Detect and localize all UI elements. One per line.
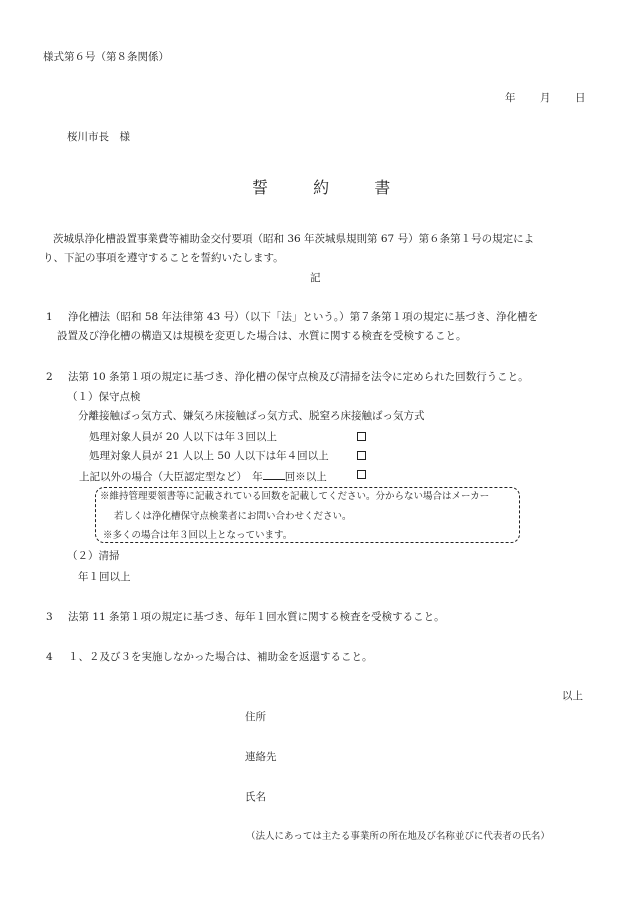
address-label: 住所 (245, 711, 266, 723)
closing-ijou: 以上 (562, 690, 583, 702)
item-1-line-1: 浄化槽法（昭和 58 年法律第 43 号）（以下「法」という。）第７条第１項の規定に基づき、浄化槽を (68, 311, 539, 323)
option-2-text: 処理対象人員が 21 人以上 50 人以下は年４回以上 (89, 450, 329, 462)
times-blank[interactable] (263, 470, 285, 480)
date-day-label: 日 (575, 92, 586, 104)
item-2-methods: 分離接触ばっ気方式、嫌気ろ床接触ばっ気方式、脱窒ろ床接触ばっ気方式 (78, 410, 425, 422)
item-3-number: 3 (46, 611, 53, 623)
note-line-1: ※維持管理要領書等に記載されている回数を記載してください。分からない場合はメーカー (100, 491, 490, 502)
option-3-prefix: 上記以外の場合（大臣認定型など） 年 (79, 471, 263, 483)
item-2-sub2-label: （２）清掃 (67, 550, 120, 562)
document-title (252, 180, 390, 196)
intro-line-1: 茨城県浄化槽設置事業費等補助金交付要項（昭和 36 年茨城県規則第 67 号）第６条第１号の規定によ (53, 233, 535, 245)
date-month-label: 月 (540, 92, 551, 104)
cleaning-frequency: 年１回以上 (78, 571, 131, 583)
item-1-number: 1 (46, 311, 53, 323)
note-line-2: 若しくは浄化槽保守点検業者にお問い合わせください。 (114, 511, 352, 522)
item-2-number: 2 (46, 371, 53, 383)
intro-line-2: り、下記の事項を遵守することを誓約いたします。 (43, 252, 284, 264)
option-3-checkbox[interactable] (357, 470, 366, 482)
title-char-1: 誓 (252, 178, 269, 197)
note-line-3: ※多くの場合は年３回以上となっています。 (103, 530, 293, 541)
item-2-sub1-label: （１）保守点検 (67, 391, 141, 403)
addressee: 桜川市長 様 (67, 131, 130, 143)
option-1-text: 処理対象人員が 20 人以下は年３回以上 (89, 431, 278, 443)
item-4-number: 4 (46, 651, 53, 663)
option-3-suffix: 回※以上 (284, 471, 327, 483)
item-3-text: 法第 11 条第１項の規定に基づき、毎年１回水質に関する検査を受検すること。 (68, 611, 445, 623)
contact-label: 連絡先 (245, 751, 277, 763)
option-1-checkbox[interactable] (357, 432, 366, 444)
title-char-2: 約 (313, 178, 330, 197)
signature-note: （法人にあっては主たる事業所の所在地及び名称並びに代表者の氏名） (246, 831, 550, 842)
ki-label: 記 (310, 272, 321, 284)
name-label: 氏名 (245, 791, 266, 803)
title-char-3: 書 (374, 178, 391, 197)
item-4-text: １、２及び３を実施しなかった場合は、補助金を返還すること。 (68, 651, 373, 663)
option-2-checkbox[interactable] (357, 451, 366, 463)
item-2-text: 法第 10 条第１項の規定に基づき、浄化槽の保守点検及び清掃を法令に定められた回数行うこと。 (68, 371, 529, 383)
form-number: 様式第６号（第８条関係） (43, 51, 169, 63)
option-3-row (79, 470, 327, 483)
item-1-line-2: 設置及び浄化槽の構造又は規模を変更した場合は、水質に関する検査を受検すること。 (57, 330, 467, 342)
date-year-label: 年 (505, 92, 516, 104)
